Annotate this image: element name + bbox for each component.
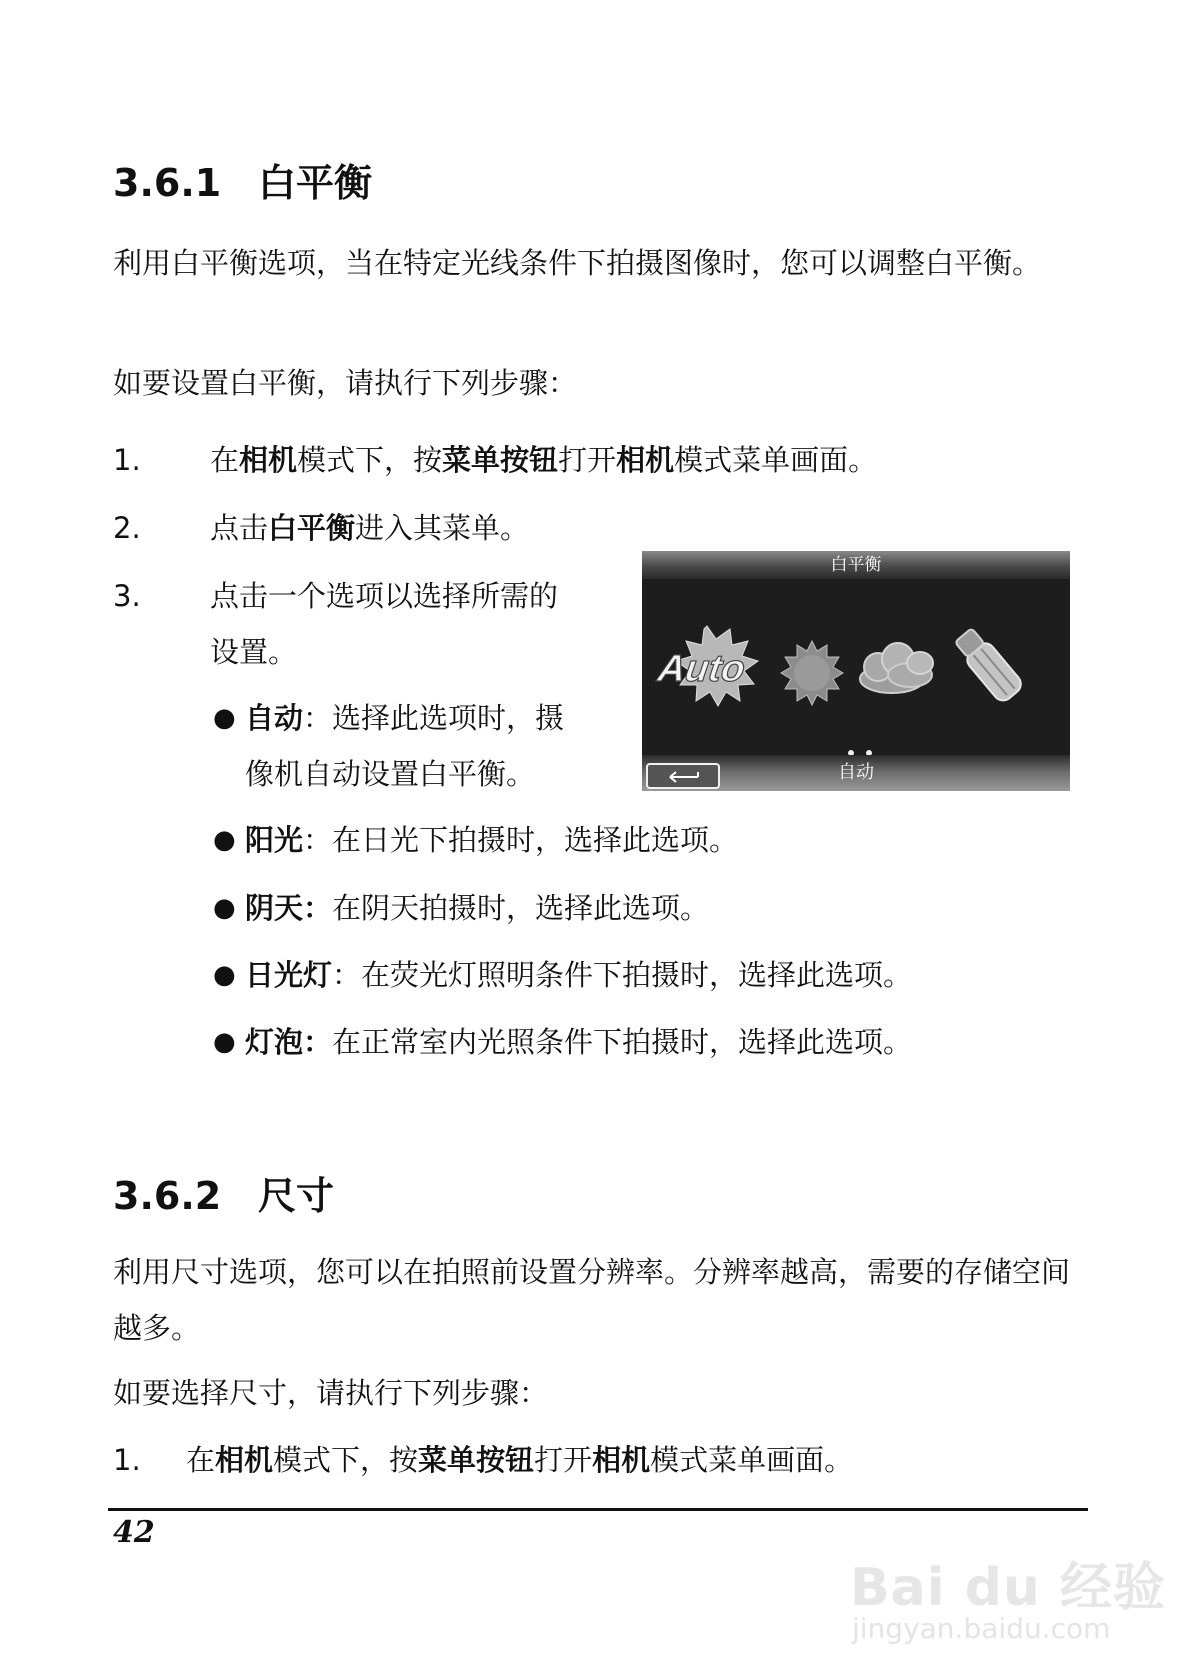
bullet-dot: ● bbox=[213, 960, 236, 990]
step-text-line2: 设置。 bbox=[210, 635, 298, 669]
bullet-dot: ● bbox=[213, 893, 236, 923]
watermark-logo: Bai du 经验 bbox=[850, 1558, 1166, 1618]
svg-text:Auto: Auto bbox=[655, 647, 748, 690]
footer-rule bbox=[108, 1508, 1088, 1511]
fluorescent-lamp-icon[interactable] bbox=[952, 625, 1025, 704]
size-steps-lead: 如要选择尺寸，请执行下列步骤： bbox=[113, 1376, 549, 1410]
step-number: 1. bbox=[113, 443, 141, 477]
screen-title: 白平衡 bbox=[642, 551, 1070, 579]
bullet-text: 日光灯：在荧光灯照明条件下拍摄时，选择此选项。 bbox=[245, 958, 913, 992]
auto-burst-icon[interactable] bbox=[654, 626, 758, 706]
bullet-text: 阳光：在日光下拍摄时，选择此选项。 bbox=[245, 823, 739, 857]
bullet-text: 自动：选择此选项时，摄 bbox=[245, 701, 565, 735]
selected-option-label: 自动 bbox=[838, 762, 874, 783]
bullet-text: 阴天：在阴天拍摄时，选择此选项。 bbox=[245, 891, 710, 925]
watermark-url: jingyan.baidu.com bbox=[852, 1612, 1111, 1645]
bullet-dot: ● bbox=[213, 1027, 236, 1057]
intro-paragraph: 利用白平衡选项，当在特定光线条件下拍摄图像时，您可以调整白平衡。 bbox=[113, 246, 1042, 280]
section-title: 白平衡 bbox=[258, 161, 373, 205]
size-intro-paragraph: 利用尺寸选项，您可以在拍照前设置分辨率。分辨率越高，需要的存储空间越多。 bbox=[113, 1255, 1071, 1345]
step-text: 在相机模式下，按菜单按钮打开相机模式菜单画面。 bbox=[186, 1443, 854, 1477]
sun-icon[interactable] bbox=[781, 641, 843, 705]
bullet-dot: ● bbox=[213, 703, 236, 733]
bullet-text-line2: 像机自动设置白平衡。 bbox=[245, 757, 536, 791]
step-text-line1: 点击一个选项以选择所需的 bbox=[210, 579, 559, 613]
section-number: 3.6.1 bbox=[113, 161, 222, 205]
section-heading-size bbox=[113, 1173, 334, 1219]
camera-screen-screenshot bbox=[642, 551, 1070, 791]
section-title: 尺寸 bbox=[258, 1174, 335, 1218]
screen-bottom-bar bbox=[642, 755, 1070, 791]
cloud-icon[interactable] bbox=[860, 643, 933, 693]
step-text: 点击白平衡进入其菜单。 bbox=[210, 511, 530, 545]
page-number: 42 bbox=[113, 1515, 155, 1550]
section-number: 3.6.2 bbox=[113, 1174, 222, 1218]
step-text: 在相机模式下，按菜单按钮打开相机模式菜单画面。 bbox=[210, 443, 878, 477]
back-button[interactable] bbox=[646, 763, 720, 789]
back-arrow-icon bbox=[648, 766, 718, 788]
step-number: 2. bbox=[113, 511, 141, 545]
bullet-dot: ● bbox=[213, 825, 236, 855]
bullet-text: 灯泡：在正常室内光照条件下拍摄时，选择此选项。 bbox=[245, 1025, 913, 1059]
steps-lead: 如要设置白平衡，请执行下列步骤： bbox=[113, 366, 578, 400]
step-number: 3. bbox=[113, 579, 141, 613]
section-heading-white-balance bbox=[113, 160, 372, 206]
step-number: 1. bbox=[113, 1443, 141, 1477]
